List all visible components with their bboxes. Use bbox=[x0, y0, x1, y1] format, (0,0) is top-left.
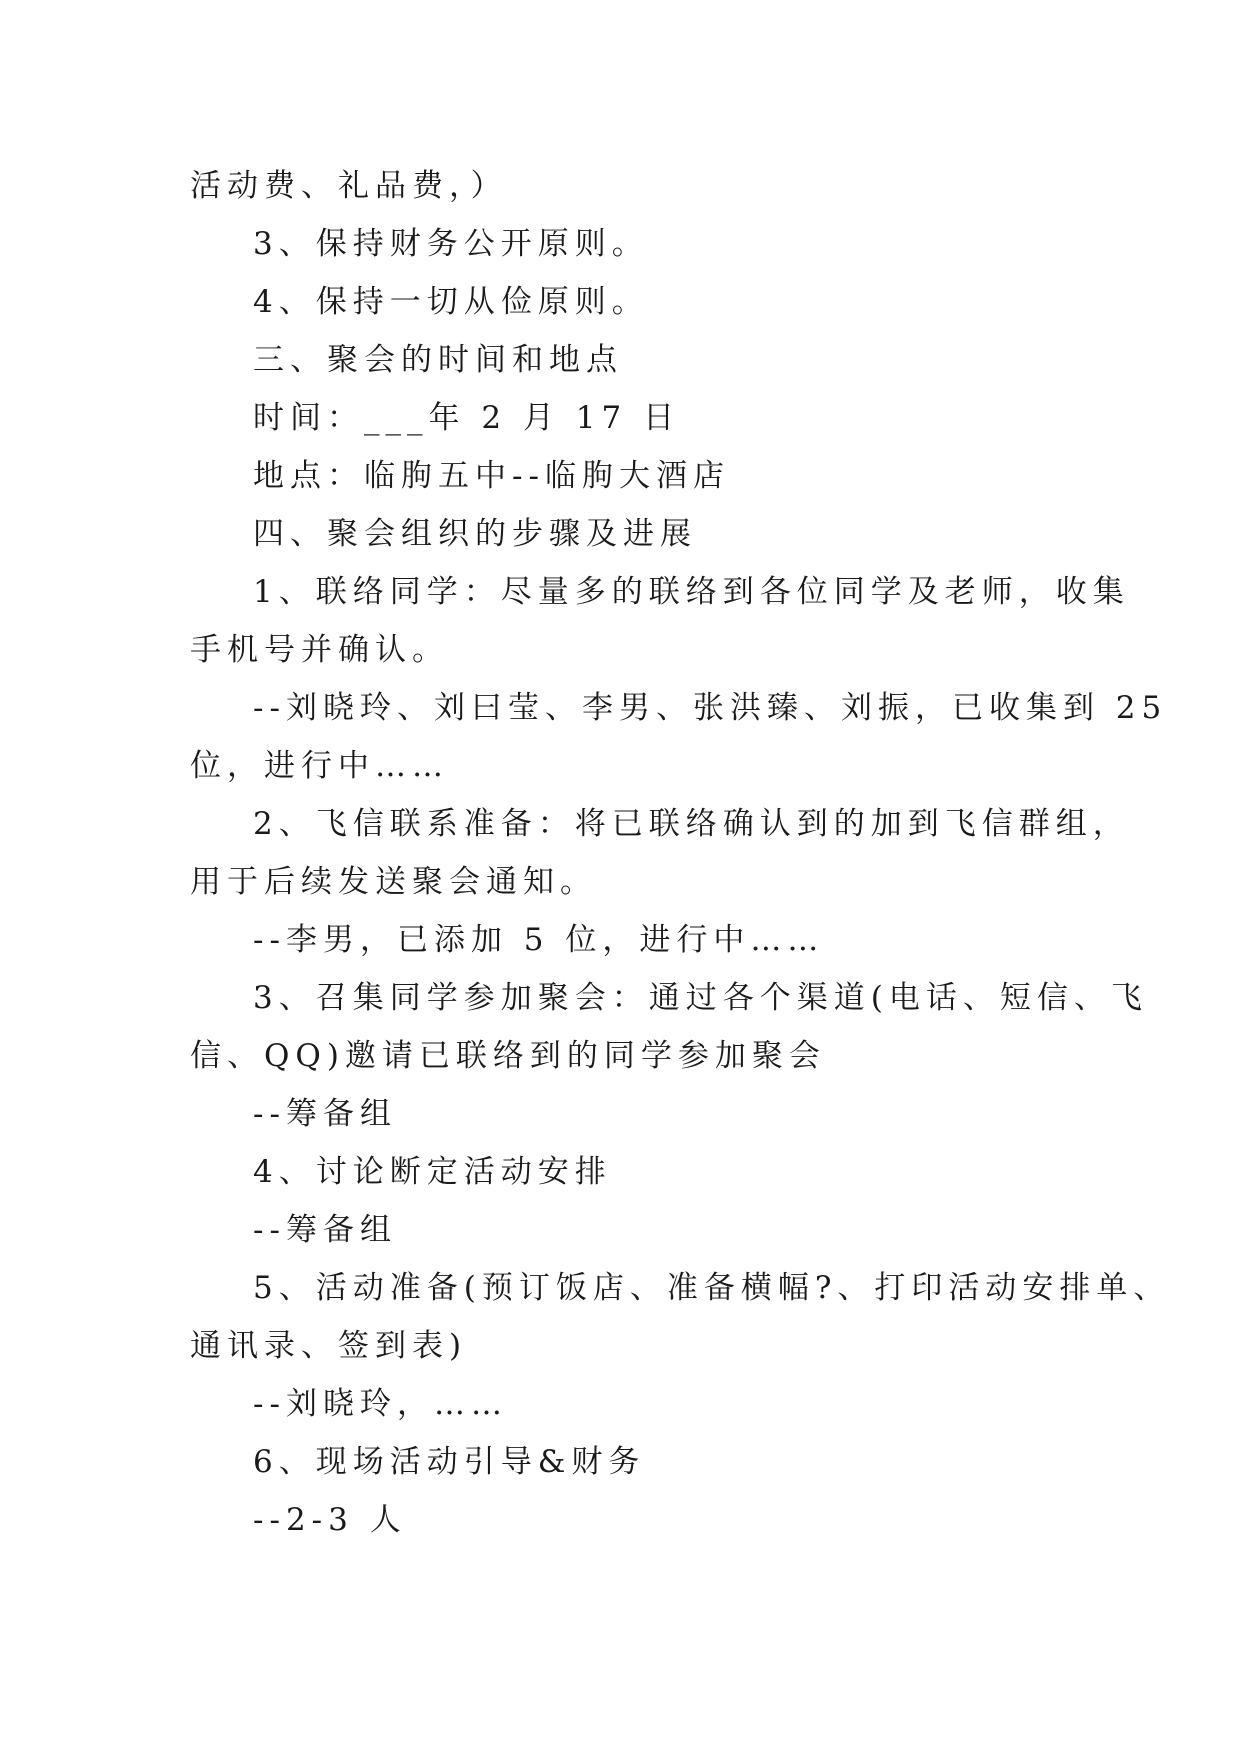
text-line: 用于后续发送聚会通知。 bbox=[190, 864, 597, 900]
text-line: 位，进行中…… bbox=[190, 748, 449, 784]
text-line: 1、联络同学：尽量多的联络到各位同学及老师，收集 bbox=[253, 574, 1130, 610]
text-line: 4、讨论断定活动安排 bbox=[253, 1154, 612, 1190]
text-line: 信、QQ)邀请已联络到的同学参加聚会 bbox=[190, 1038, 826, 1074]
text-line: --李男，已添加 5 位，进行中…… bbox=[253, 922, 825, 958]
section-heading: 三、聚会的时间和地点 bbox=[253, 342, 623, 378]
text-line: 活动费、礼品费，） bbox=[190, 168, 508, 204]
text-line: 手机号并确认。 bbox=[190, 632, 449, 668]
text-line: 3、保持财务公开原则。 bbox=[253, 226, 649, 262]
text-line: 5、活动准备(预订饭店、准备横幅?、打印活动安排单、 bbox=[253, 1270, 1171, 1306]
text-line: --2-3 人 bbox=[253, 1502, 407, 1538]
text-line: 4、保持一切从俭原则。 bbox=[253, 284, 649, 320]
text-line: --筹备组 bbox=[253, 1212, 397, 1248]
text-line: 时间：___年 2 月 17 日 bbox=[253, 400, 681, 436]
text-line: 地点：临朐五中--临朐大酒店 bbox=[253, 458, 730, 494]
text-line: --刘晓玲、刘曰莹、李男、张洪臻、刘振，已收集到 25 bbox=[253, 690, 1168, 726]
text-line: --刘晓玲，…… bbox=[253, 1386, 508, 1422]
text-line: 3、召集同学参加聚会：通过各个渠道(电话、短信、飞 bbox=[253, 980, 1148, 1016]
text-line: --筹备组 bbox=[253, 1096, 397, 1132]
text-line: 通讯录、签到表) bbox=[190, 1328, 468, 1364]
section-heading: 四、聚会组织的步骤及进展 bbox=[253, 516, 697, 552]
text-line: 2、飞信联系准备：将已联络确认到的加到飞信群组， bbox=[253, 806, 1130, 842]
text-line: 6、现场活动引导&财务 bbox=[253, 1444, 646, 1480]
